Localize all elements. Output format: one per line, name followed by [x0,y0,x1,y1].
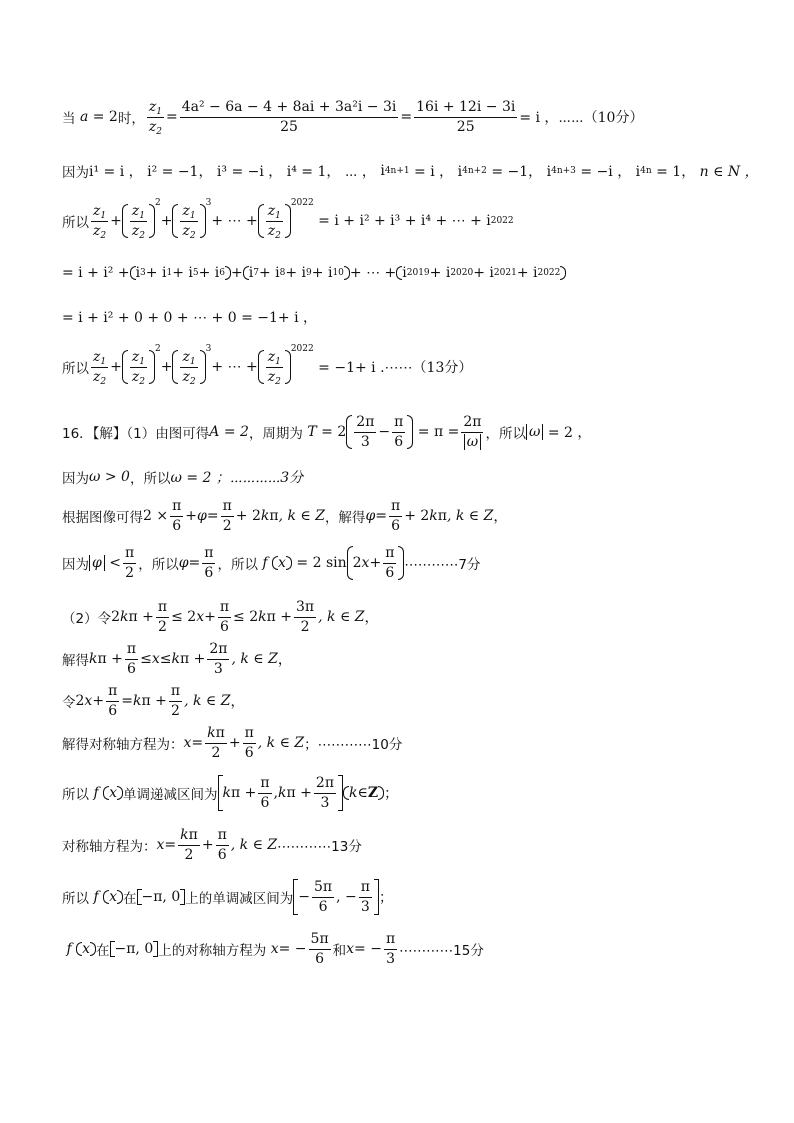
line-powers-of-i: 因为 i¹ = i ， i² = −1， i³ = −i ， i⁴ = 1， ⋯ ， i 4n+1 = i ， i 4n+2 = −1， i 4n+3 = −i ， i 4n = 1， n ∈ N ， [62,163,759,181]
line-axis-on: f x 在 −π, 0 上的对称轴方程为 x = − 5π 6 和 x = − π 3 ⋯⋯⋯⋯15分 [62,931,484,967]
text-part2: （2）令 [62,611,112,627]
text-solve: ，解得 [324,510,366,526]
text-so-phi: ，所以 [138,557,179,573]
line-let-axis: 令 2 x + π 6 = k π + π 2 , k ∈ Z ， [62,683,245,719]
exp-2022: 2022 [290,198,314,209]
line-f-expression: 因为 φ < π 2 ，所以 φ = π 6 ，所以 f x = 2 sin 2 x + π 6 ⋯⋯⋯⋯7分 [62,545,481,581]
line-simplify [62,306,764,328]
text-by-graph: 根据图像可得 [62,510,143,526]
line-decreasing: 所以 f x 单调递减区间为 k π + π 6 , k π + 2π 3 k ∈ Z ； [62,775,399,811]
simplified: = i + i² + 0 + 0 + ⋯ + 0 = −1+ i ， [62,310,318,326]
fraction-numerator-2: 16i + 12i − 3i [414,99,517,117]
line-axis-2: 对称轴方程为： x = kπ 2 + π 6 , k ∈ Z ⋯⋯⋯⋯13分 [62,827,362,863]
text-because: 因为 [62,165,89,181]
text-since: 因为 [62,471,89,487]
line-phi-graph: 根据图像可得 2 × π 6 + φ = π 2 + 2 k π , k ∈ Z ，解得 φ = π 6 + 2 k π , k ∈ Z ， [62,498,508,534]
text-dec-interval: 单调递减区间为 [123,787,218,803]
text-because-phi: 因为 [62,557,89,573]
omega-abs-2: = 2 ， [547,425,592,441]
text-and: 和 [332,943,347,959]
score-10-b: ；⋯⋯⋯⋯10分 [304,737,403,753]
k-in-Z: , k ∈ Z [278,508,325,524]
score-13-b: ⋯⋯⋯⋯13分 [277,839,362,855]
text-on-2: 在 [96,943,110,959]
text-so-4: 所以 [62,787,89,803]
score-10: = i ，⋯⋯（10分） [519,110,644,126]
n-in-N: n ∈ N ， [699,164,759,180]
line-omega [62,466,764,488]
score-13: = −1+ i .⋯⋯（13分） [318,360,473,376]
text-dec-on: 上的单调减区间为 [185,891,294,907]
text-so-5: 所以 [62,891,89,907]
sum-rhs: = i + i² + i³ + i⁴ + ⋯ + i [318,213,491,229]
question-16-head: 16．【解】（1）由图可得 [62,426,210,442]
line-axis-eq: 解得对称轴方程为： x = kπ 2 + π 6 , k ∈ Z ；⋯⋯⋯⋯10分 [62,725,403,761]
line-part2: （2）令 2 k π + π 2 ≤ 2 x + π 6 ≤ 2 k π + 3π 2 , k ∈ Z ， [62,599,379,635]
line-interval-on: 所以 f x 在 −π, 0 上的单调减区间为 − 5π 6 , − π 3 ； [62,879,393,915]
line-result: 所以 $z_1$ $z_2$ + $z_1$ $z_2$ $^2$ + $z_1$ $z_2$ $^3$ + ⋯ + $z_1$ $z_2$ $^{2022}$ = −1+ i .⋯⋯（13分） [62,344,473,387]
ellipsis: + ⋯ + [211,213,258,229]
powers-of-i: i¹ = i ， i² = −1， i³ = −i ， i⁴ = 1， ⋯ ， [89,164,376,180]
text-solve-get: 解得 [62,653,89,669]
score-7: ⋯⋯⋯⋯7分 [404,557,481,573]
text-so-omega: ，所以 [485,426,526,442]
text-time: 时， [117,111,145,127]
text-so-2: 所以 [62,361,89,377]
text-so: 所以 [62,215,89,231]
line-sum-expression: 所以 $z_1$ $z_2$ + $z_1$ $z_2$ $^2$ + $z_1$ $z_2$ $^3$ + ⋯ + $z_1$ $z_2$ $^{2022}$ = i + i² + i³ + i⁴ + ⋯ + i 2022 [62,198,514,241]
omega-positive: ω > 0 [89,469,130,485]
A-value: A = 2 [209,424,249,440]
line-q16: 16．【解】（1）由图可得 A = 2 ，周期为 T = 2 2π 3 − π 6 = π = 2π ω ，所以 ω = 2 ， [62,414,592,450]
exp-3: 3 [205,198,212,209]
group-start: = i + i² + [62,265,130,281]
fraction-numerator: 4a² − 6a − 4 + 8ai + 3a²i − 3i [180,99,399,117]
text-so-3: ，所以 [129,471,171,487]
score-3: ω = 2 ；⋯⋯⋯⋯3分 [170,470,304,486]
text-let: 令 [62,695,76,711]
text-when: 当 [62,111,76,127]
exp-2: 2 [154,198,161,209]
text-on: 在 [123,891,137,907]
fraction-denominator: 25 [280,118,298,135]
line-solve-x: 解得 k π + π 6 ≤ x ≤ k π + 2π 3 , k ∈ Z ， [62,641,292,677]
fraction-denominator-2: 25 [456,118,475,135]
text-period: ，周期为 [248,426,303,442]
line-grouping: = i + i² + i 3 + i 1 + i 5 + i 6 + i 7 + i 8 + i 9 + i 10 + ⋯ + i 2019 + i 2020 + i 2021 + i 2022 [62,260,764,286]
text-axis-on: 上的对称轴方程为 [158,943,267,959]
text-axis-eq: 解得对称轴方程为： [62,737,184,753]
score-15: ⋯⋯⋯⋯15分 [399,943,484,959]
line-a-equals-2: 当 a = 2 时， $z_1$ $z_2$ = $\frac{\text{4a² − 6a − 4 + 8ai + 3a²i − 3i}}{25}$ = $\frac{16i + 12i - 3i}{25}$ = i ，⋯⋯（10分） [62,99,644,137]
text-axis-eq2: 对称轴方程为： [62,839,157,855]
text-so-f: ，所以 [217,557,258,573]
